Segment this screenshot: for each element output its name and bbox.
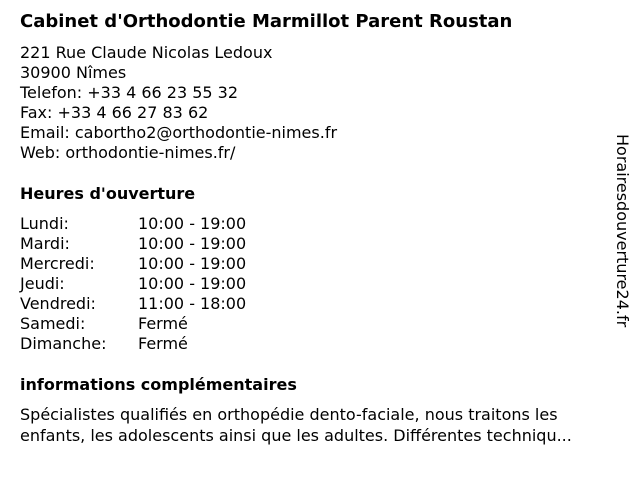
info-line: Spécialistes qualifiés en orthopédie dento-faciale, nous traitons les <box>20 405 558 424</box>
hours-row-thursday <box>20 274 246 294</box>
day-label: Jeudi: <box>20 274 65 293</box>
opening-hours-table <box>20 214 246 354</box>
hours-row-wednesday <box>20 254 246 274</box>
email-label: Email: <box>20 123 75 142</box>
day-label: Mercredi: <box>20 254 95 273</box>
phone-number: Telefon: +33 4 66 23 55 32 <box>20 83 239 102</box>
additional-info-text <box>20 404 620 446</box>
hours-row-monday <box>20 214 246 234</box>
day-hours: 10:00 - 19:00 <box>138 274 247 293</box>
address-street: 221 Rue Claude Nicolas Ledoux <box>20 43 273 62</box>
day-label: Lundi: <box>20 214 69 233</box>
business-title: Cabinet d'Orthodontie Marmillot Parent Roustan <box>20 11 513 32</box>
web-link[interactable]: orthodontie-nimes.fr/ <box>65 143 236 162</box>
address-city: 30900 Nîmes <box>20 63 127 82</box>
day-label: Mardi: <box>20 234 70 253</box>
hours-row-friday <box>20 294 246 314</box>
day-hours: 11:00 - 18:00 <box>138 294 247 313</box>
day-hours: 10:00 - 19:00 <box>138 234 247 253</box>
site-watermark-label: Horairesdouverture24.fr <box>613 134 632 328</box>
day-label: Samedi: <box>20 314 86 333</box>
opening-hours-heading: Heures d'ouverture <box>20 184 196 203</box>
hours-row-sunday <box>20 334 246 354</box>
email-link[interactable]: cabortho2@orthodontie-nimes.fr <box>74 123 338 142</box>
hours-row-saturday <box>20 314 246 334</box>
day-label: Vendredi: <box>20 294 96 313</box>
day-hours: 10:00 - 19:00 <box>138 214 247 233</box>
day-hours: Fermé <box>138 334 188 353</box>
day-hours: Fermé <box>138 314 188 333</box>
day-hours: 10:00 - 19:00 <box>138 254 247 273</box>
web-label: Web: <box>20 143 66 162</box>
hours-row-tuesday <box>20 234 246 254</box>
email-line <box>20 123 337 143</box>
info-line: enfants, les adolescents ainsi que les adultes. Différentes techniqu... <box>20 426 572 445</box>
day-label: Dimanche: <box>20 334 107 353</box>
contact-block <box>20 43 337 163</box>
fax-number: Fax: +33 4 66 27 83 62 <box>20 103 209 122</box>
additional-info-heading: informations complémentaires <box>20 375 297 394</box>
web-line <box>20 143 337 163</box>
